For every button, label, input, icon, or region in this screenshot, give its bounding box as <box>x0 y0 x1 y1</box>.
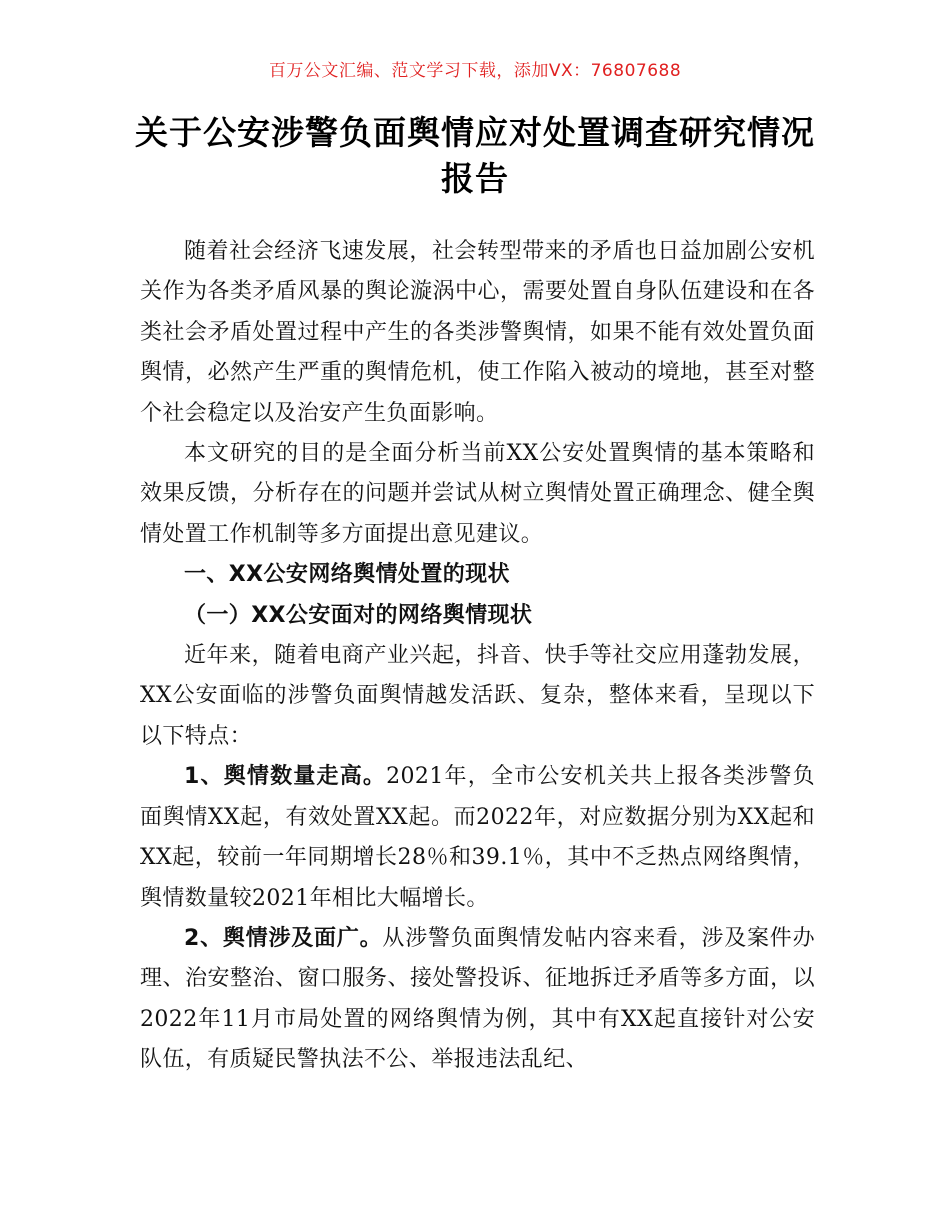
paragraph-intro: 随着社会经济飞速发展，社会转型带来的矛盾也日益加剧公安机关作为各类矛盾风暴的舆论漩涡中心，需要处置自身队伍建设和在各类社会矛盾处置过程中产生的各类涉警舆情，如果不能有效处置负面舆情，必然产生严重的舆情危机，使工作陷入被动的境地，甚至对整个社会稳定以及治安产生负面影响。 <box>140 239 815 426</box>
point-2-lead: 2、舆情涉及面广。 <box>184 925 383 951</box>
document-body <box>140 232 815 1081</box>
paragraph-point-2 <box>140 919 815 1081</box>
paragraph-point-1 <box>140 757 815 919</box>
point-2-text: 从涉警负面舆情发帖内容来看，涉及案件办理、治安整治、窗口服务、接处警投诉、征地拆迁矛盾等多方面，以2022年11月市局处置的网络舆情为例，其中有XX起直接针对公安队伍，有质疑民警执法不公、举报违法乱纪、 <box>140 925 815 1073</box>
paragraph-purpose: 本文研究的目的是全面分析当前XX公安处置舆情的基本策略和效果反馈，分析存在的问题并尝试从树立舆情处置正确理念、健全舆情处置工作机制等多方面提出意见建议。 <box>140 441 815 547</box>
point-1-lead: 1、舆情数量走高。 <box>184 764 387 790</box>
watermark: 百万公文汇编、范文学习下载，添加VX：76807688 <box>268 61 682 81</box>
document-title: 关于公安涉警负面舆情应对处置调查研究情况报告 <box>135 113 815 198</box>
subsection-heading: （一）XX公安面对的网络舆情现状 <box>184 602 533 628</box>
point-1-text: 2021年，全市公安机关共上报各类涉警负面舆情XX起，有效处置XX起。而2022年，对应数据分别为XX起和XX起，较前一年同期增长28％和39.1％，其中不乏热点网络舆情，舆情数量较2021年相比大幅增长。 <box>140 764 815 911</box>
section-heading: 一、XX公安网络舆情处置的现状 <box>184 562 510 588</box>
paragraph-overview: 近年来，随着电商产业兴起，抖音、快手等社交应用蓬勃发展，XX公安面临的涉警负面舆情越发活跃、复杂，整体来看，呈现以下以下特点： <box>140 643 815 749</box>
